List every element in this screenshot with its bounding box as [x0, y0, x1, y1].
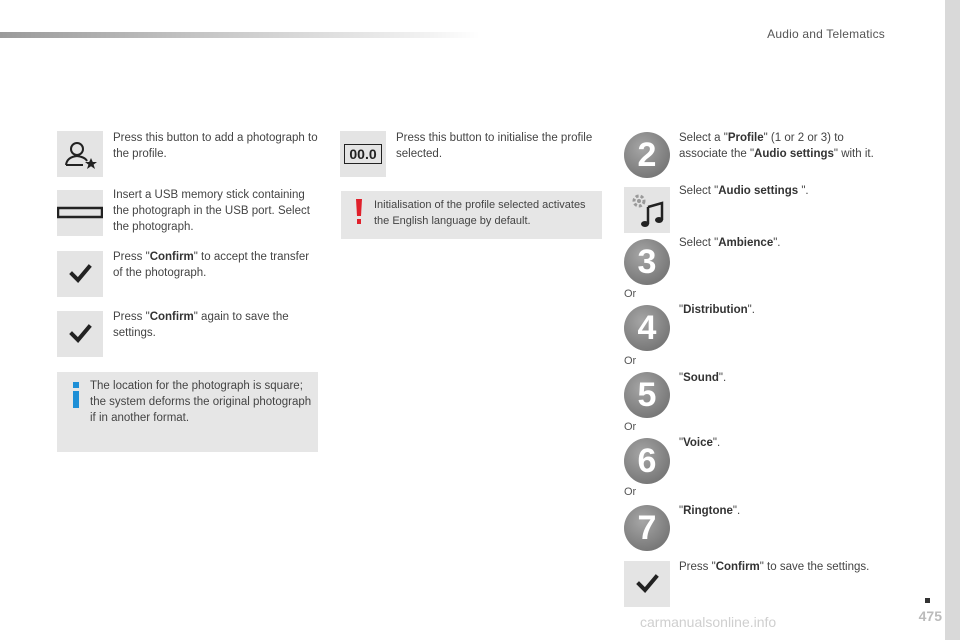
- check-icon: [57, 251, 103, 297]
- section-title: Audio and Telematics: [767, 27, 885, 41]
- step-sound-text: "Sound".: [679, 372, 727, 384]
- step-number-3: 3: [624, 239, 670, 285]
- audio-settings-button[interactable]: [624, 187, 670, 233]
- or-label: Or: [624, 355, 637, 367]
- info-note-box: [57, 372, 318, 452]
- gear-music-note-icon: [624, 187, 670, 233]
- confirm-save-button[interactable]: [57, 311, 103, 357]
- step-initialise-text: Press this button to initialise the profile selected.: [396, 132, 593, 160]
- final-confirm-button[interactable]: [624, 561, 670, 607]
- or-label: Or: [624, 486, 637, 498]
- person-star-icon: [57, 131, 103, 177]
- step-number-2: 2: [624, 132, 670, 178]
- warning-note-box: [341, 191, 602, 239]
- step-number-4: 4: [624, 305, 670, 351]
- step-distribution-text: "Distribution".: [679, 304, 755, 316]
- check-icon: [57, 311, 103, 357]
- warning-note-text: Initialisation of the profile selected activates the English language by default.: [374, 199, 586, 227]
- step-audio-settings-text: Select "Audio settings ".: [679, 185, 809, 197]
- warning-icon: [355, 199, 363, 225]
- step-final-confirm-text: Press "Confirm" to save the settings.: [679, 561, 870, 573]
- or-label: Or: [624, 288, 637, 300]
- step-ambience-text: Select "Ambience".: [679, 237, 781, 249]
- step-number-6: 6: [624, 438, 670, 484]
- step-add-photo-text: Press this button to add a photograph to the profile.: [113, 132, 318, 160]
- usb-slot-icon: [57, 190, 103, 236]
- header-gradient-bar: [0, 32, 480, 38]
- check-icon: [624, 561, 670, 607]
- initialise-profile-button[interactable]: [340, 131, 386, 177]
- confirm-button[interactable]: [57, 251, 103, 297]
- step-voice-text: "Voice".: [679, 437, 721, 449]
- step-ringtone-text: "Ringtone".: [679, 505, 741, 517]
- page-number: 475: [918, 608, 942, 624]
- page-edge-bar: [945, 0, 960, 640]
- page-marker: [925, 598, 930, 603]
- info-icon: [71, 382, 81, 408]
- display-value: 00.0: [344, 144, 382, 164]
- watermark: carmanualsonline.info: [640, 614, 777, 630]
- step-insert-usb-text: Insert a USB memory stick containing the photograph in the USB port. Select the photograph.: [113, 189, 310, 233]
- step-number-7: 7: [624, 505, 670, 551]
- step-select-profile-text: Select a "Profile" (1 or 2 or 3) to associate the "Audio settings" with it.: [679, 132, 874, 160]
- or-label: Or: [624, 421, 637, 433]
- add-photo-button[interactable]: [57, 131, 103, 177]
- step-number-5: 5: [624, 372, 670, 418]
- step-confirm-text: Press "Confirm" to accept the transfer of the photograph.: [113, 251, 310, 279]
- step-confirm-save-text: Press "Confirm" again to save the settings.: [113, 311, 289, 339]
- info-note-text: The location for the photograph is square; the system deforms the original photograph if in another format.: [90, 380, 312, 424]
- usb-port-visual: [57, 190, 103, 236]
